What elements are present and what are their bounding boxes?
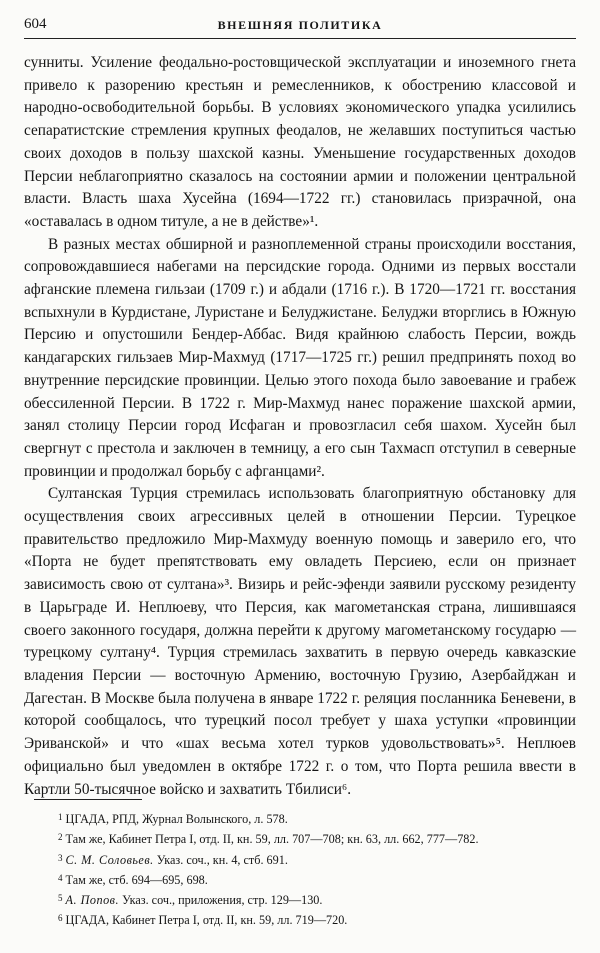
footnote-4 [24,869,576,889]
main-text [24,52,576,801]
paragraph-3: Султанская Турция стремилась использовать благоприятную обстановку для осуществления своих агрессивных целей в отношении Персии. Турецкое правительство предложило Мир-Махмуду военную помощь и заверило его, что «Порта не будет препятствовать ему овладеть Персиею, если он признает зависимость свою от султана»³. Визирь и рейс-эфенди заявили русскому резиденту в Царьграде И. Неплюеву, что Персия, как магометанская страна, лишившаяся своего законного государя, должна перейти к другому магометанскому государю — турецкому султану⁴. Турция стремилась захватить в первую очередь кавказские владения Персии — восточную Армению, восточную Грузию, Азербайджан и Дагестан. В Москве была получена в январе 1722 г. реляция посланника Беневени, в которой сообщалось, что турецкий посол требует у шаха уступки «провинции Эриванской» и что «шах весьма хотел турков удовольствовать»⁵. Неплюев официально был уведомлен в октябре 1722 г. о том, что Порта решила ввести в Картли 50-тысячное войско и захватить Тбилиси⁶. [24,485,576,798]
running-title: ВНЕШНЯЯ ПОЛИТИКА [217,18,383,32]
footnote-mark: 4 [58,872,63,883]
footnote-5 [24,889,576,909]
footnote-6 [24,909,576,929]
footnotes [24,808,576,930]
page-header [24,14,576,39]
footnote-author: А. Попов. [65,893,120,908]
footnote-separator [34,799,142,800]
footnote-mark: 6 [58,913,63,924]
footnote-mark: 2 [58,832,63,843]
paragraph-1: сунниты. Усиление феодально-ростовщической эксплуатации и иноземного гнета привело к разорению крестьян и ремесленников, к обострению классовой и народно-освободительной борьбы. В условиях экономического упадка усилились сепаратистские стремления крупных феодалов, не желавших поступиться частью своих доходов в пользу шахской казны. Уменьшение государственных доходов Персии неблагоприятно сказалось на состоянии армии и положении центральной власти. Власть шаха Хусейна (1694—1722 гг.) становилась призрачной, она «оставалась в одном титуле, а не в действе»¹. [24,54,576,230]
footnote-1 [24,808,576,828]
footnote-text: Указ. соч., кн. 4, стб. 691. [153,852,288,867]
footnote-text: Там же, стб. 694—695, 698. [65,872,208,887]
footnote-text: ЦГАДА, РПД, Журнал Волынского, л. 578. [65,812,288,826]
footnote-text: ЦГАДА, Кабинет Петра I, отд. II, кн. 59, лл. 719—720. [65,913,348,928]
footnote-2 [24,828,576,848]
footnote-author: С. М. Соловьев. [65,852,154,867]
footnote-mark: 1 [58,812,63,822]
footnote-text: Указ. соч., приложения, стр. 129—130. [119,893,323,908]
paragraph-2: В разных местах обширной и разноплеменной страны происходили восстания, сопровождавшиеся набегами на персидские города. Одними из первых восстали афганские племена гильзаи (1709 г.) и абдали (1716 г.). В 1720—1721 гг. восстания вспыхнули в Курдистане, Луристане и Белуджистане. Белуджи вторглись в Южную Персию и опустошили Бендер-Аббас. Видя крайнюю слабость Персии, вождь кандагарских гильзаев Мир-Махмуд (1717—1725 гг.) решил предпринять поход во внутренние персидские провинции. Целью этого похода было завоевание и грабеж обессиленной Персии. В 1722 г. Мир-Махмуд нанес поражение шахской армии, занял столицу Персии город Исфаган и провозгласил себя шахом. Хусейн был свергнут с престола и заключен в темницу, а его сын Тахмасп отступил в северные провинции и продолжал борьбу с афганцами². [24,235,576,480]
footnote-mark: 5 [58,893,63,904]
footnote-mark: 3 [58,852,63,863]
page-number: 604 [24,16,47,32]
footnote-text: Там же, Кабинет Петра I, отд. II, кн. 59, лл. 707—708; кн. 63, лл. 662, 777—782. [65,832,479,847]
footnote-3 [24,849,576,869]
